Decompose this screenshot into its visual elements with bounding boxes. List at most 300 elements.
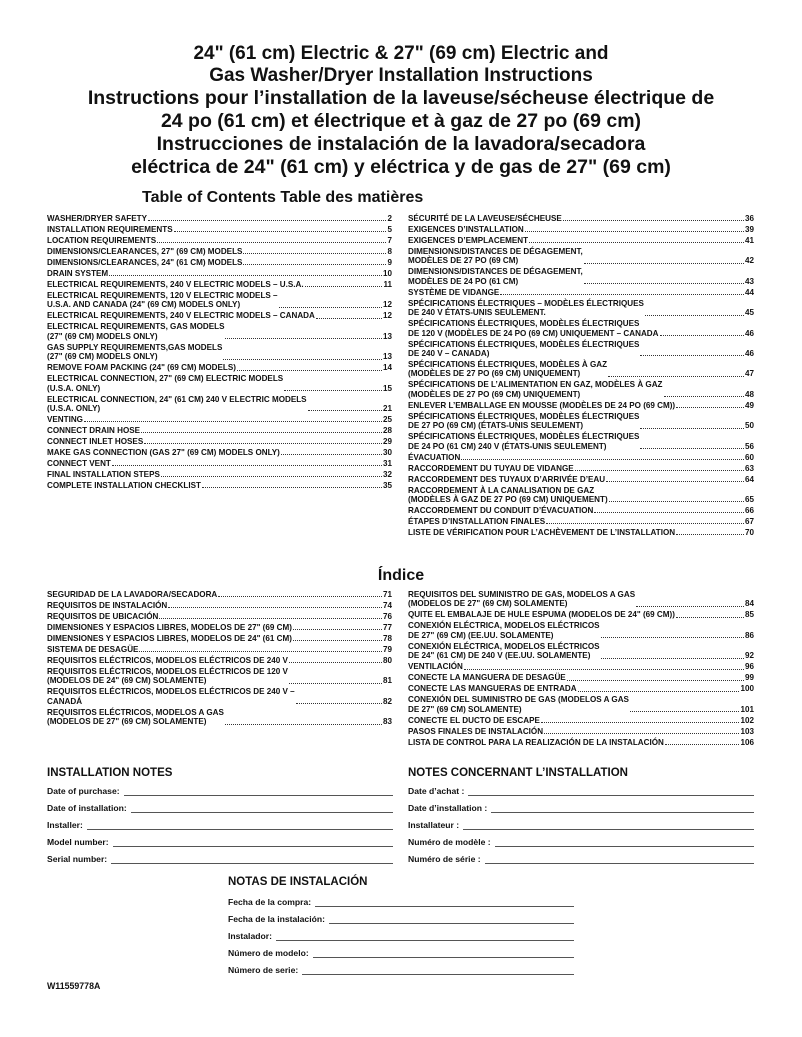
- dot-leader: [148, 220, 387, 221]
- toc-entry[interactable]: [408, 432, 754, 451]
- toc-entry[interactable]: [47, 225, 392, 234]
- toc-entry[interactable]: [408, 412, 754, 431]
- dot-leader: [84, 421, 382, 422]
- toc-entry-page: 5: [387, 225, 392, 234]
- toc-entry-title: SPÉCIFICATIONS ÉLECTRIQUES – MODÈLES ÉLECTRIQUES DE 240 V ÉTATS-UNIS SEULEMENT.: [408, 298, 644, 318]
- dot-leader: [168, 607, 382, 608]
- field-line: [491, 804, 754, 813]
- dot-leader: [284, 390, 382, 391]
- toc-entry[interactable]: [47, 656, 392, 665]
- dot-leader: [159, 618, 382, 619]
- toc-entry-page: 29: [382, 437, 392, 447]
- toc-entry[interactable]: [408, 506, 754, 515]
- dot-leader: [578, 691, 740, 692]
- toc-french: [408, 214, 754, 539]
- toc-entry-page: 14: [382, 363, 392, 373]
- toc-entry-title: DRAIN SYSTEM: [47, 269, 109, 278]
- toc-entry[interactable]: [47, 374, 392, 393]
- toc-entry-page: 13: [382, 352, 392, 362]
- dot-leader: [279, 307, 382, 308]
- notes-en-field-model-number[interactable]: [47, 837, 393, 847]
- dot-leader: [609, 501, 744, 502]
- toc-entry-title: CONECTE LA MANGUERA DE DESAGÜE: [408, 673, 566, 683]
- dot-leader: [139, 651, 382, 652]
- dot-leader: [144, 443, 382, 444]
- toc-entry-page: 103: [740, 726, 754, 736]
- toc-entry[interactable]: [408, 380, 754, 399]
- dot-leader: [630, 711, 740, 712]
- dot-leader: [664, 396, 744, 397]
- toc-entry-page: 78: [382, 634, 392, 643]
- toc-entry-page: 46: [744, 349, 754, 359]
- toc-entry[interactable]: [47, 363, 392, 372]
- toc-entry[interactable]: [47, 426, 392, 435]
- toc-entry-page: 39: [744, 225, 754, 234]
- toc-entry[interactable]: [408, 225, 754, 234]
- field-line: [315, 898, 574, 907]
- dot-leader: [645, 315, 744, 316]
- notes-fr-heading: NOTES CONCERNANT L’INSTALLATION: [408, 767, 628, 779]
- toc-entry-title: DIMENSIONES Y ESPACIOS LIBRES, MODELOS DE 24" (61 CM): [47, 634, 292, 643]
- toc-entry[interactable]: [47, 612, 392, 621]
- toc-entry-page: 67: [744, 517, 754, 527]
- toc-entry-page: 60: [744, 452, 754, 462]
- field-label: Date d’installation :: [408, 803, 488, 813]
- toc-entry-page: 12: [382, 300, 392, 310]
- field-label: Model number:: [47, 837, 109, 847]
- toc-entry-title: SPÉCIFICATIONS ÉLECTRIQUES, MODÈLES À GAZ (MODÈLES DE 27 PO (69 CM) UNIQUEMENT): [408, 360, 608, 379]
- dot-leader: [676, 617, 744, 618]
- dot-leader: [223, 359, 382, 360]
- toc-entry-title: ELECTRICAL CONNECTION, 27" (69 CM) ELECTRIC MODELS (U.S.A. ONLY): [47, 374, 284, 393]
- notes-es-field-installation-date[interactable]: [228, 914, 574, 924]
- field-label: Date of installation:: [47, 803, 127, 813]
- field-label: Date of purchase:: [47, 786, 120, 796]
- toc-entry-title: RACCORDEMENT DU CONDUIT D’ÉVACUATION: [408, 506, 594, 516]
- toc-entry-title: ÉVACUATION: [408, 452, 461, 462]
- dot-leader: [281, 454, 382, 455]
- toc-entry-page: 48: [744, 389, 754, 399]
- toc-entry-page: 12: [382, 311, 392, 321]
- field-label: Numéro de série :: [408, 854, 481, 864]
- dot-leader: [606, 481, 744, 482]
- toc-entry-page: 100: [740, 684, 754, 694]
- toc-entry-title: RACCORDEMENT DES TUYAUX D’ARRIVÉE D’EAU: [408, 474, 606, 484]
- toc-entry-page: 35: [382, 481, 392, 491]
- notes-es-field-model-number[interactable]: [228, 948, 574, 958]
- dot-leader: [594, 512, 744, 513]
- field-line: [468, 787, 754, 796]
- title-es-line1: Instrucciones de instalación de la lavadora/secadora: [156, 133, 646, 155]
- toc-entry-title: DIMENSIONS/CLEARANCES, 27" (69 CM) MODELS: [47, 247, 243, 256]
- toc-entry-page: 15: [382, 383, 392, 393]
- toc-entry[interactable]: [47, 448, 392, 457]
- toc-entry-page: 46: [744, 328, 754, 338]
- toc-entry[interactable]: [47, 667, 392, 686]
- dot-leader: [563, 220, 744, 221]
- field-label: Número de modelo:: [228, 948, 309, 958]
- toc-entry-page: 74: [382, 601, 392, 610]
- toc-entry-page: 83: [382, 717, 392, 727]
- field-label: Fecha de la compra:: [228, 897, 312, 907]
- toc-entry-page: 25: [382, 415, 392, 425]
- toc-entry[interactable]: [408, 319, 754, 338]
- toc-entry[interactable]: [47, 708, 392, 727]
- toc-entry[interactable]: [47, 590, 392, 599]
- dot-leader: [293, 629, 382, 630]
- toc-entry-page: 99: [744, 673, 754, 683]
- toc-entry[interactable]: [408, 486, 754, 505]
- document-id: W11559778A: [47, 981, 101, 991]
- field-line: [485, 855, 754, 864]
- toc-entry[interactable]: [408, 360, 754, 379]
- toc-entry-page: 106: [740, 737, 754, 747]
- toc-entry-page: 50: [744, 421, 754, 431]
- notes-en-field-installation-date[interactable]: [47, 803, 393, 813]
- toc-entry[interactable]: [408, 727, 754, 736]
- toc-entry-title: CONNECT VENT: [47, 459, 111, 469]
- dot-leader: [112, 465, 382, 466]
- toc-entry-title: SÉCURITÉ DE LA LAVEUSE/SÉCHEUSE: [408, 214, 562, 223]
- field-line: [131, 804, 393, 813]
- toc-entry-title: CONNECT INLET HOSES: [47, 437, 144, 447]
- toc-entry-title: FINAL INSTALLATION STEPS: [47, 470, 160, 480]
- toc-entry-page: 42: [744, 256, 754, 266]
- toc-entry-title: ELECTRICAL CONNECTION, 24" (61 CM) 240 V ELECTRIC MODELS (U.S.A. ONLY): [47, 394, 307, 414]
- dot-leader: [636, 606, 744, 607]
- toc-entry-page: 102: [740, 715, 754, 725]
- toc-heading: Table of Contents Table des matières: [142, 189, 424, 206]
- toc-entry[interactable]: [408, 528, 754, 537]
- toc-entry-title: ELECTRICAL REQUIREMENTS, 240 V ELECTRIC MODELS – U.S.A.: [47, 280, 304, 289]
- toc-entry[interactable]: [47, 415, 392, 424]
- toc-entry[interactable]: [408, 738, 754, 747]
- toc-entry[interactable]: [47, 437, 392, 446]
- toc-entry-title: REQUISITOS DEL SUMINISTRO DE GAS, MODELOS A GAS (MODELOS DE 27" (69 CM) SOLAMENTE): [408, 590, 636, 609]
- toc-entry-title: EXIGENCES D’INSTALLATION: [408, 225, 524, 234]
- notes-es-heading: NOTAS DE INSTALACIÓN: [228, 876, 368, 888]
- field-line: [495, 838, 754, 847]
- toc-entry-title: LISTE DE VÉRIFICATION POUR L’ACHÈVEMENT DE L’INSTALLATION: [408, 528, 676, 538]
- dot-leader: [243, 253, 386, 254]
- toc-entry[interactable]: [408, 695, 754, 714]
- toc-entry-page: 76: [382, 612, 392, 621]
- dot-leader: [660, 335, 744, 336]
- field-line: [111, 855, 393, 864]
- toc-entry[interactable]: [47, 322, 392, 341]
- dot-leader: [141, 432, 382, 433]
- toc-entry[interactable]: [408, 517, 754, 526]
- field-label: Fecha de la instalación:: [228, 914, 325, 924]
- toc-entry-page: 45: [744, 308, 754, 318]
- toc-entry[interactable]: [408, 475, 754, 484]
- dot-leader: [500, 294, 744, 295]
- field-line: [329, 915, 574, 924]
- field-label: Installateur :: [408, 820, 460, 830]
- toc-entry[interactable]: [408, 401, 754, 410]
- toc-entry-title: REMOVE FOAM PACKING (24" (69 CM) MODELS): [47, 363, 236, 373]
- toc-entry-title: CONEXIÓN DEL SUMINISTRO DE GAS (MODELOS A GAS DE 27" (69 CM) SOLAMENTE): [408, 695, 629, 714]
- toc-entry[interactable]: [408, 214, 754, 223]
- dot-leader: [546, 523, 744, 524]
- dot-leader: [584, 283, 744, 284]
- toc-entry-title: WASHER/DRYER SAFETY: [47, 214, 147, 223]
- toc-entry-page: 85: [744, 610, 754, 620]
- dot-leader: [575, 470, 744, 471]
- toc-entry[interactable]: [47, 459, 392, 468]
- toc-entry-title: ELECTRICAL REQUIREMENTS, 240 V ELECTRIC MODELS – CANADA: [47, 311, 315, 321]
- toc-entry[interactable]: [408, 673, 754, 682]
- toc-entry-page: 10: [382, 269, 392, 278]
- toc-entry-title: MAKE GAS CONNECTION (GAS 27" (69 CM) MODELS ONLY): [47, 448, 280, 458]
- toc-entry[interactable]: [408, 267, 754, 286]
- dot-leader: [225, 338, 382, 339]
- title-fr-line2: 24 po (61 cm) et électrique et à gaz de 27 po (69 cm): [160, 110, 642, 132]
- toc-entry-title: QUITE EL EMBALAJE DE HULE ESPUMA (MODELOS DE 24" (69 CM)): [408, 610, 675, 620]
- toc-entry-page: 13: [382, 331, 392, 341]
- toc-entry-page: 84: [744, 599, 754, 609]
- toc-entry[interactable]: [47, 395, 392, 414]
- toc-entry-title: LOCATION REQUIREMENTS: [47, 236, 157, 245]
- toc-entry[interactable]: [47, 236, 392, 245]
- toc-entry-title: LISTA DE CONTROL PARA LA REALIZACIÓN DE LA INSTALACIÓN: [408, 737, 664, 747]
- dot-leader: [525, 231, 744, 232]
- toc-entry-title: SPÉCIFICATIONS ÉLECTRIQUES, MODÈLES ÉLECTRIQUES DE 24 PO (61 CM) 240 V (ÉTATS-UNIS SEULEMENT): [408, 432, 640, 451]
- toc-entry-title: SISTEMA DE DESAGÜE: [47, 645, 139, 654]
- toc-entry-title: REQUISITOS ELÉCTRICOS, MODELOS ELÉCTRICOS DE 120 V (MODELOS DE 24" (69 CM) SOLAMENTE): [47, 667, 288, 686]
- toc-entry[interactable]: [47, 311, 392, 320]
- toc-entry[interactable]: [47, 687, 392, 706]
- toc-entry-title: CONEXIÓN ELÉCTRICA, MODELOS ELÉCTRICOS DE 24" (61 CM) DE 240 V (EE.UU. SOLAMENTE): [408, 641, 600, 661]
- toc-entry-title: CONEXIÓN ELÉCTRICA, MODELOS ELÉCTRICOS DE 27" (69 CM) (EE.UU. SOLAMENTE): [408, 621, 600, 640]
- toc-entry-page: 31: [382, 459, 392, 469]
- toc-entry-page: 71: [382, 590, 392, 599]
- toc-english: [47, 214, 392, 492]
- dot-leader: [640, 355, 744, 356]
- notes-en-field-installer[interactable]: [47, 820, 393, 830]
- toc-entry-page: 7: [387, 236, 392, 245]
- dot-leader: [640, 428, 744, 429]
- toc-entry-title: REQUISITOS DE UBICACIÓN: [47, 612, 159, 621]
- title-en-line2: Gas Washer/Dryer Installation Instructions: [209, 65, 593, 86]
- toc-entry-page: 2: [387, 214, 392, 223]
- field-label: Número de serie:: [228, 965, 299, 975]
- toc-entry[interactable]: [47, 470, 392, 479]
- toc-entry[interactable]: [47, 247, 392, 256]
- toc-entry[interactable]: [47, 258, 392, 267]
- toc-entry-title: INSTALLATION REQUIREMENTS: [47, 225, 173, 234]
- notes-es-field-purchase-date[interactable]: [228, 897, 574, 907]
- toc-entry-title: CONECTE LAS MANGUERAS DE ENTRADA: [408, 684, 577, 694]
- dot-leader: [109, 275, 382, 276]
- toc-entry[interactable]: [47, 343, 392, 362]
- toc-spanish-left: [47, 590, 392, 728]
- field-label: Date d’achat :: [408, 786, 465, 796]
- notes-en-heading: INSTALLATION NOTES: [47, 767, 173, 779]
- toc-entry[interactable]: [47, 214, 392, 223]
- field-label: Installer:: [47, 820, 83, 830]
- toc-entry[interactable]: [408, 453, 754, 462]
- toc-entry-title: CONNECT DRAIN HOSE: [47, 426, 141, 436]
- notes-fr-field-model-number[interactable]: [408, 837, 754, 847]
- toc-entry-title: ELECTRICAL REQUIREMENTS, 120 V ELECTRIC MODELS – U.S.A. AND CANADA (24" (69 CM) MODELS ONLY): [47, 291, 278, 310]
- notes-fr-field-installer[interactable]: [408, 820, 754, 830]
- toc-entry[interactable]: [408, 288, 754, 297]
- toc-entry-page: 56: [744, 441, 754, 451]
- dot-leader: [202, 487, 382, 488]
- toc-entry-page: 44: [744, 287, 754, 297]
- toc-entry[interactable]: [408, 716, 754, 725]
- toc-entry-title: SYSTÈME DE VIDANGE: [408, 287, 500, 297]
- toc-entry-page: 96: [744, 662, 754, 672]
- toc-entry-page: 36: [744, 214, 754, 223]
- toc-entry[interactable]: [408, 236, 754, 245]
- title-block: [0, 43, 802, 179]
- toc-entry-page: 8: [387, 247, 392, 256]
- toc-entry-page: 77: [382, 623, 392, 632]
- dot-leader: [676, 534, 744, 535]
- toc-entry-title: SPÉCIFICATIONS DE L’ALIMENTATION EN GAZ, MODÈLES À GAZ (MODÈLES DE 27 PO (69 CM) UNIQUEMENT): [408, 380, 663, 399]
- title-en-line1: 24" (61 cm) Electric & 27" (69 cm) Electric and: [193, 43, 609, 64]
- toc-entry-page: 9: [387, 258, 392, 267]
- toc-spanish-right: [408, 590, 754, 749]
- toc-entry-page: 80: [382, 656, 392, 665]
- toc-entry-title: REQUISITOS ELÉCTRICOS, MODELOS ELÉCTRICOS DE 240 V – CANADÁ: [47, 687, 295, 706]
- toc-entry-title: DIMENSIONES Y ESPACIOS LIBRES, MODELOS DE 27" (69 CM): [47, 623, 292, 632]
- dot-leader: [461, 459, 744, 460]
- toc-entry[interactable]: [408, 247, 754, 266]
- toc-entry[interactable]: [408, 621, 754, 640]
- notes-es-field-installer[interactable]: [228, 931, 574, 941]
- dot-leader: [584, 263, 744, 264]
- toc-entry-title: COMPLETE INSTALLATION CHECKLIST: [47, 481, 201, 491]
- field-line: [313, 949, 574, 958]
- toc-entry[interactable]: [47, 634, 392, 643]
- toc-entry[interactable]: [408, 684, 754, 693]
- toc-entry-title: DIMENSIONS/CLEARANCES, 24" (61 CM) MODELS: [47, 258, 243, 267]
- dot-leader: [225, 724, 382, 725]
- dot-leader: [308, 410, 382, 411]
- toc-entry[interactable]: [408, 340, 754, 359]
- toc-entry-page: 43: [744, 276, 754, 286]
- dot-leader: [676, 407, 744, 408]
- toc-entry-page: 32: [382, 470, 392, 480]
- notes-es-field-serial-number[interactable]: [228, 965, 574, 975]
- field-label: Serial number:: [47, 854, 108, 864]
- dot-leader: [464, 669, 744, 670]
- dot-leader: [243, 264, 386, 265]
- dot-leader: [218, 596, 382, 597]
- toc-entry-title: PASOS FINALES DE INSTALACIÓN: [408, 726, 544, 736]
- indice-heading: Índice: [377, 567, 425, 584]
- dot-leader: [640, 448, 744, 449]
- toc-entry-title: DIMENSIONS/DISTANCES DE DÉGAGEMENT, MODÈLES DE 27 PO (69 CM): [408, 247, 583, 266]
- toc-entry-title: REQUISITOS ELÉCTRICOS, MODELOS A GAS (MODELOS DE 27" (69 CM) SOLAMENTE): [47, 707, 224, 727]
- toc-entry[interactable]: [47, 623, 392, 632]
- toc-entry-title: ELECTRICAL REQUIREMENTS, GAS MODELS (27" (69 CM) MODELS ONLY): [47, 322, 225, 341]
- toc-entry-title: SPÉCIFICATIONS ÉLECTRIQUES, MODÈLES ÉLECTRIQUES DE 240 V – CANADA): [408, 339, 640, 359]
- toc-entry-page: 47: [744, 369, 754, 379]
- notes-en-field-serial-number[interactable]: [47, 854, 393, 864]
- toc-entry[interactable]: [408, 662, 754, 671]
- toc-entry-title: DIMENSIONS/DISTANCES DE DÉGAGEMENT, MODÈLES DE 24 PO (61 CM): [408, 267, 583, 286]
- toc-entry-page: 28: [382, 426, 392, 436]
- toc-entry[interactable]: [408, 642, 754, 661]
- toc-entry-title: SPÉCIFICATIONS ÉLECTRIQUES, MODÈLES ÉLECTRIQUES DE 120 V (MODÈLES DE 24 PO (69 CM) UNIQUEMENT – CANADA: [408, 319, 659, 338]
- toc-entry-page: 11: [383, 280, 392, 289]
- toc-entry-title: RACCORDEMENT À LA CANALISATION DE GAZ (MODÈLES À GAZ DE 27 PO (69 CM) UNIQUEMENT): [408, 485, 608, 505]
- dot-leader: [601, 658, 744, 659]
- toc-entry-page: 81: [382, 676, 392, 686]
- dot-leader: [296, 703, 382, 704]
- toc-entry-page: 63: [744, 463, 754, 473]
- dot-leader: [293, 640, 382, 641]
- toc-entry-title: CONECTE EL DUCTO DE ESCAPE: [408, 715, 540, 725]
- toc-entry[interactable]: [47, 269, 392, 278]
- dot-leader: [665, 744, 740, 745]
- dot-leader: [174, 231, 387, 232]
- notes-fr-field-purchase-date[interactable]: [408, 786, 754, 796]
- toc-entry-title: RACCORDEMENT DU TUYAU DE VIDANGE: [408, 463, 574, 473]
- field-line: [276, 932, 574, 941]
- toc-entry[interactable]: [408, 464, 754, 473]
- toc-entry[interactable]: [408, 590, 754, 609]
- notes-en-field-purchase-date[interactable]: [47, 786, 393, 796]
- toc-entry[interactable]: [408, 299, 754, 318]
- dot-leader: [237, 370, 382, 371]
- title-fr-line1: Instructions pour l’installation de la laveuse/sécheuse électrique de: [87, 87, 715, 109]
- title-es-line2: eléctrica de 24" (61 cm) y eléctrica y de gas de 27" (69 cm): [131, 156, 671, 178]
- toc-entry-title: VENTING: [47, 415, 83, 425]
- toc-entry-title: REQUISITOS DE INSTALACIÓN: [47, 601, 168, 610]
- toc-entry-page: 82: [382, 696, 392, 706]
- field-line: [113, 838, 393, 847]
- field-label: Numéro de modèle :: [408, 837, 491, 847]
- toc-entry[interactable]: [408, 610, 754, 619]
- field-line: [87, 821, 393, 830]
- toc-entry[interactable]: [47, 481, 392, 490]
- toc-entry-page: 70: [744, 528, 754, 538]
- dot-leader: [305, 286, 383, 287]
- field-label: Instalador:: [228, 931, 272, 941]
- toc-entry-page: 65: [744, 495, 754, 505]
- dot-leader: [316, 318, 382, 319]
- toc-entry[interactable]: [47, 291, 392, 310]
- toc-entry-title: REQUISITOS ELÉCTRICOS, MODELOS ELÉCTRICOS DE 240 V: [47, 656, 288, 665]
- toc-entry[interactable]: [47, 601, 392, 610]
- notes-fr-field-installation-date[interactable]: [408, 803, 754, 813]
- toc-entry-page: 64: [744, 474, 754, 484]
- dot-leader: [157, 242, 386, 243]
- toc-entry-title: ENLEVER L’EMBALLAGE EN MOUSSE (MODÈLES DE 24 PO (69 CM)): [408, 400, 676, 410]
- dot-leader: [529, 242, 744, 243]
- toc-entry[interactable]: [47, 280, 392, 289]
- field-line: [302, 966, 574, 975]
- toc-entry[interactable]: [47, 645, 392, 654]
- toc-entry-title: GAS SUPPLY REQUIREMENTS,GAS MODELS (27" (69 CM) MODELS ONLY): [47, 342, 223, 362]
- toc-entry-title: EXIGENCES D’EMPLACEMENT: [408, 236, 529, 245]
- field-line: [463, 821, 754, 830]
- notes-fr-field-serial-number[interactable]: [408, 854, 754, 864]
- toc-entry-page: 66: [744, 506, 754, 516]
- toc-entry-title: SPÉCIFICATIONS ÉLECTRIQUES, MODÈLES ÉLECTRIQUES DE 27 PO (69 CM) (ÉTATS-UNIS SEULEMENT): [408, 411, 640, 431]
- dot-leader: [601, 637, 744, 638]
- dot-leader: [289, 662, 382, 663]
- toc-entry-page: 92: [744, 651, 754, 661]
- toc-entry-title: ÉTAPES D’INSTALLATION FINALES: [408, 517, 546, 527]
- toc-entry-title: SEGURIDAD DE LA LAVADORA/SECADORA: [47, 590, 218, 599]
- dot-leader: [544, 733, 739, 734]
